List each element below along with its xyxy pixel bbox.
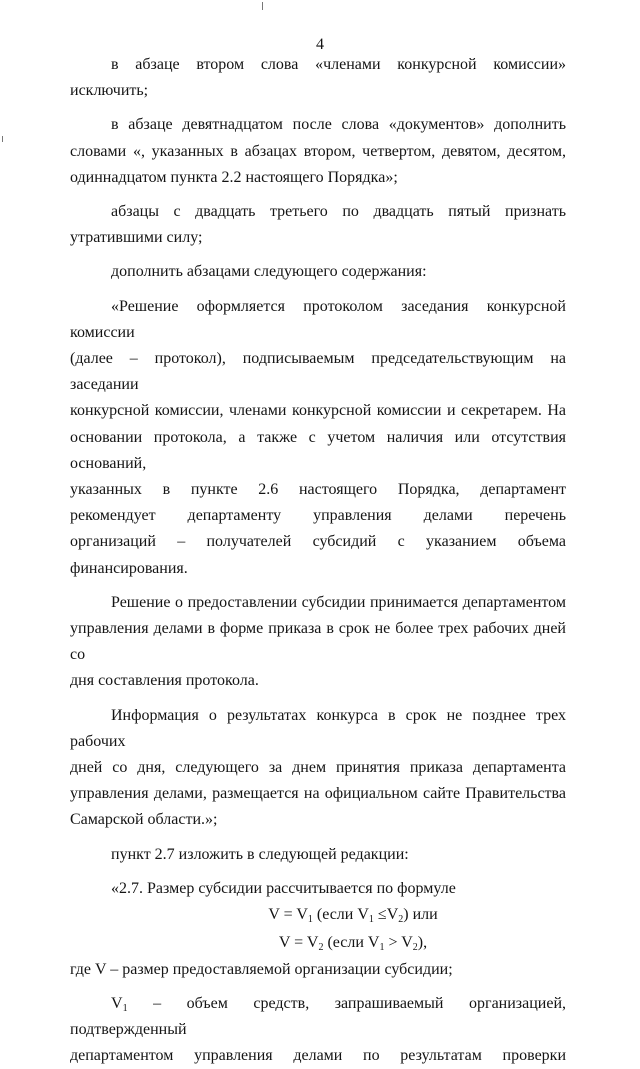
- paragraph: пункт 2.7 изложить в следующей редакции:: [111, 845, 409, 863]
- paragraph: абзацы с двадцать третьего по двадцать пятый признать: [111, 203, 566, 221]
- paragraph: в абзаце втором слова «членами конкурсной комиссии»: [111, 56, 566, 73]
- paragraph-line: утратившими силу;: [70, 229, 203, 247]
- paragraph-line: организаций – получателей субсидий с указанием объема финансирования.: [70, 533, 566, 577]
- paragraph-line: дня составления протокола.: [70, 672, 259, 690]
- paragraph: «2.7. Размер субсидии рассчитывается по формуле: [111, 879, 456, 897]
- paragraph-line: одиннадцатом пункта 2.2 настоящего Порядка»;: [70, 168, 398, 186]
- paragraph-line: конкурсной комиссии, членами конкурсной комиссии и секретарем. На: [70, 402, 566, 420]
- paragraph: Решение о предоставлении субсидии принимается департаментом: [111, 593, 566, 611]
- paragraph: Информация о результатах конкурса в срок не позднее трех рабочих: [70, 706, 566, 750]
- paragraph-line: департаментом управления делами по результатам проверки: [70, 1047, 566, 1065]
- paragraph-line: управления делами в форме приказа в срок не более трех рабочих дней со: [70, 620, 566, 664]
- scan-mark: [2, 136, 3, 142]
- paragraph: «Решение оформляется протоколом заседания конкурсной комиссии: [70, 297, 566, 341]
- paragraph-line: основании протокола, а также с учетом наличия или отсутствия оснований,: [70, 428, 566, 472]
- paragraph-line: словами «, указанных в абзацах втором, четвертом, девятом, десятом,: [70, 142, 566, 160]
- paragraph-line: рекомендует департаменту управления делами перечень: [70, 507, 566, 525]
- paragraph-line: Самарской области.»;: [70, 811, 218, 829]
- paragraph-line: (далее – протокол), подписываемым председательствующим на заседании: [70, 350, 566, 394]
- paragraph: дополнить абзацами следующего содержания:: [111, 263, 427, 281]
- document-body: [70, 0, 566, 1069]
- paragraph: $V_1$ – объем средств, запрашиваемый организацией, подтвержденный: [70, 994, 566, 1038]
- paragraph-line: управления делами, размещается на официальном сайте Правительства: [70, 785, 566, 803]
- paragraph: в абзаце девятнадцатом после слова «документов» дополнить: [111, 116, 566, 134]
- formula-line: $V = V_2$ (если $V_1 > V_2$),: [278, 934, 428, 954]
- where-line: где V – размер предоставляемой организации субсидии;: [70, 960, 453, 978]
- paragraph-line: указанных в пункте 2.6 настоящего Порядка, департамент: [70, 481, 566, 499]
- paragraph-line: исключить;: [70, 82, 149, 100]
- formula-line: $V = V_1$ (если $V_1 \le V_2$) или: [268, 906, 438, 926]
- paragraph-line: дней со дня, следующего за днем принятия приказа департамента: [70, 759, 566, 777]
- page-number: 4: [316, 36, 324, 53]
